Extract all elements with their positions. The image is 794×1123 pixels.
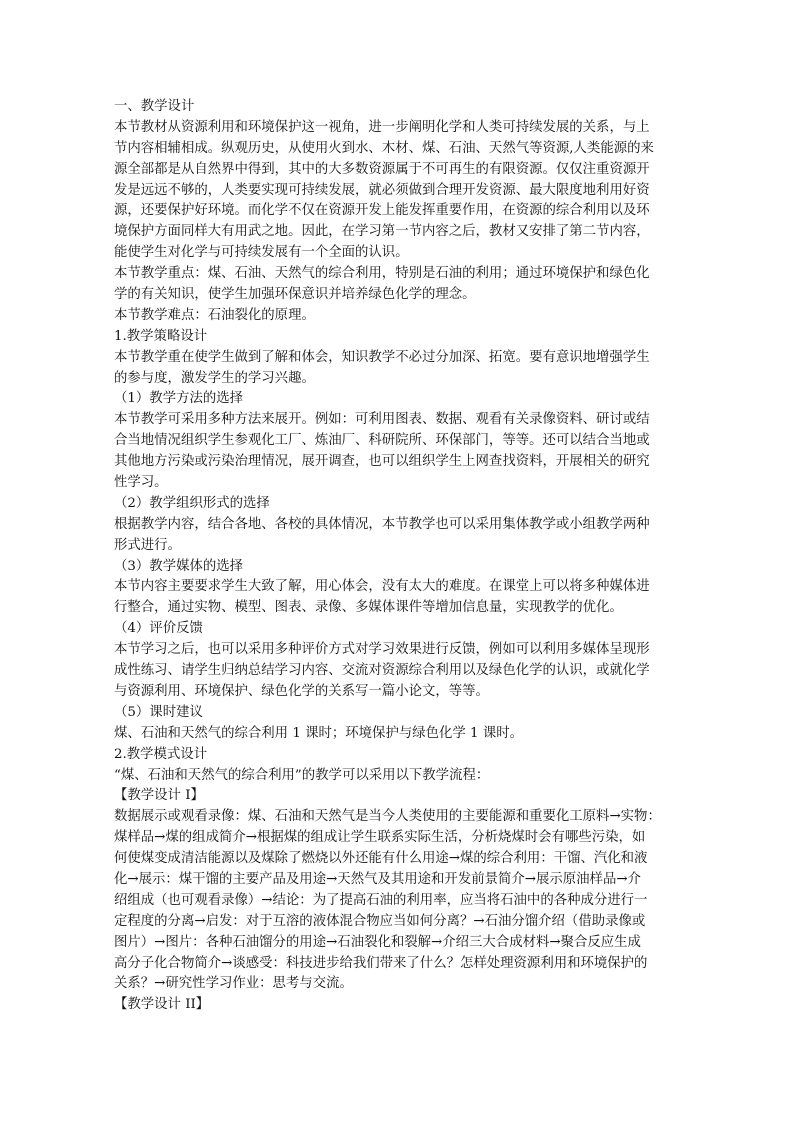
text-line: 数据展示或观看录像：煤、石油和天然气是当今人类使用的主要能源和重要化工原料→实物： [114,809,661,825]
text-line: 的参与度，激发学生的学习兴趣。 [114,370,315,386]
design-heading: 【教学设计 I】 [114,788,204,804]
text-line: 本节学习之后，也可以采用多种评价方式对学习效果进行反馈，例如可以利用多媒体呈现形 [114,642,650,658]
item-heading: （4）评价反馈 [114,621,203,637]
item-heading: （2）教学组织形式的选择 [114,495,270,511]
text-line: 煤样品→煤的组成简介→根据煤的组成让学生联系实际生活，分析烧煤时会有哪些污染，如 [114,830,646,846]
text-line: 与资源利用、环境保护、绿色化学的关系写一篇小论文，等等。 [114,683,489,699]
section-heading: 一、教学设计 [114,99,195,114]
design-heading: 【教学设计 II】 [114,997,210,1013]
text-line: 本节教学重点：煤、石油、天然气的综合利用，特别是石油的利用；通过环境保护和绿色化 [114,266,650,282]
text-line: 形式进行。 [114,537,181,553]
text-line: 本节教学难点：石油裂化的原理。 [114,307,315,323]
text-line: 绍组成（也可观看录像）→结论：为了提高石油的利用率，应当将石油中的各种成分进行一 [114,892,648,908]
text-line: 节内容相辅相成。纵观历史，从使用火到水、木材、煤、石油、天然气等资源,人类能源的来 [114,140,654,156]
text-line: 学的有关知识，使学生加强环保意识并培养绿色化学的理念。 [114,287,476,303]
text-line: 本节教学可采用多种方法来展开。例如：可利用图表、数据、观看有关录像资料、研讨或结 [114,412,650,428]
text-line: “煤、石油和天然气的综合利用”的教学可以采用以下教学流程： [114,767,490,783]
document-body [114,97,682,1016]
text-line: 根据教学内容，结合各地、各校的具体情况，本节教学也可以采用集体教学或小组教学两种 [114,516,650,532]
text-line: 源，还要保护好环境。而化学不仅在资源开发上能发挥重要作用，在资源的综合利用以及环 [114,203,650,219]
text-line: 何使煤变成清洁能源以及煤除了燃烧以外还能有什么用途→煤的综合利用：干馏、汽化和液 [114,851,648,867]
text-line: 定程度的分离→启发：对于互溶的液体混合物应当如何分离？→石油分馏介绍（借助录像或 [114,913,646,929]
text-line: 高分子化合物简介→谈感受：科技进步给我们带来了什么？怎样处理资源利用和环境保护的 [114,955,648,971]
subsection-heading: 2.教学模式设计 [114,746,208,762]
item-heading: （1）教学方法的选择 [114,391,244,407]
text-line: 合当地情况组织学生参观化工厂、炼油厂、科研院所、环保部门，等等。还可以结合当地或 [114,433,650,449]
text-line: 成性练习、请学生归纳总结学习内容、交流对资源综合利用以及绿色化学的认识，或就化学 [114,663,650,679]
text-line: 化→展示：煤干馏的主要产品及用途→天然气及其用途和开发前景简介→展示原油样品→介 [114,871,641,887]
text-line: 行整合，通过实物、模型、图表、录像、多媒体课件等增加信息量，实现教学的优化。 [114,600,623,616]
text-line: 煤、石油和天然气的综合利用 1 课时；环境保护与绿色化学 1 课时。 [114,725,524,741]
text-line: 图片）→图片：各种石油馏分的用途→石油裂化和裂解→介绍三大合成材料→聚合反应生成 [114,934,641,950]
text-line: 本节内容主要要求学生大致了解，用心体会，没有太大的难度。在课堂上可以将多种媒体进 [114,579,650,595]
text-line: 其他地方污染或污染治理情况，展开调查，也可以组织学生上网查找资料，开展相关的研究 [114,454,650,470]
item-heading: （3）教学媒体的选择 [114,558,244,574]
text-line: 性学习。 [114,475,168,491]
item-heading: （5）课时建议 [114,704,203,720]
text-line: 本节教学重在使学生做到了解和体会，知识教学不必过分加深、拓宽。要有意识地增强学生 [114,349,650,365]
text-line: 源全部都是从自然界中得到，其中的大多数资源属于不可再生的有限资源。仅仅注重资源开 [114,161,650,177]
text-line: 发是远远不够的，人类要实现可持续发展，就必须做到合理开发资源、最大限度地利用好资 [114,182,650,198]
text-line: 能使学生对化学与可持续发展有一个全面的认识。 [114,245,409,261]
subsection-heading: 1.教学策略设计 [114,328,208,344]
text-line: 本节教材从资源利用和环境保护这一视角，进一步阐明化学和人类可持续发展的关系，与上 [114,119,650,135]
text-line: 关系？→研究性学习作业：思考与交流。 [114,976,353,992]
text-line: 境保护方面同样大有用武之地。因此，在学习第一节内容之后，教材又安排了第二节内容， [114,224,650,240]
